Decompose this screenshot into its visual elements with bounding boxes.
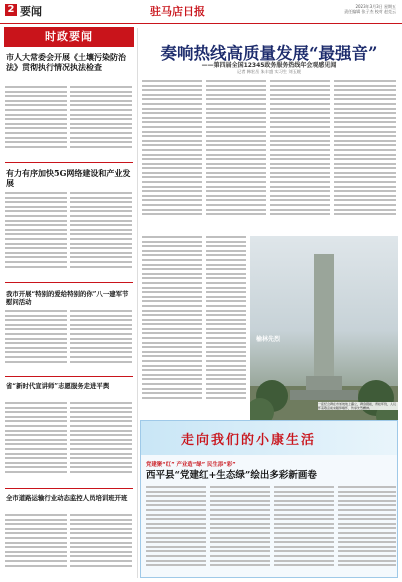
main-article-subtitle: ——第四届全国12345政务服务热线年会观感见闻 [201,62,337,69]
article-body-1b [70,86,132,158]
main-body-col2a [206,80,266,230]
feature-title: 西平县“党建红+生态绿”绘出多彩新画卷 [146,470,317,481]
article-body-3b [70,310,132,372]
column-divider [137,28,138,578]
feature-body-col4 [338,486,396,574]
article-body-3a [5,310,67,372]
header-editors: 责任编辑 张子杰 校对 赵克云 [344,9,396,14]
article-body-1a [5,86,67,158]
photo-caption-title: 榆林先烈 [256,336,281,343]
main-body-col4a [334,80,396,230]
page-name: 要闻 [20,5,42,18]
main-article-reporters: 记者 韩宏岳 朱丰盛 实习生 刘玉媛 [237,69,301,74]
section-banner: 时政要闻 [4,27,134,47]
divider [5,162,133,163]
divider [5,488,133,489]
article-body-2a [5,192,67,278]
article-body-2b [70,192,132,278]
article-title-3: 我市开展“特别的爱给特别的你”八一建军节慰问活动 [6,290,129,307]
feature-kicker: 党建聚“红” 产业造“绿” 民生添“彩” [146,462,236,468]
article-title-5: 全市道路运输行业动态监控人员培训班开班 [6,494,128,502]
main-body-col1a [142,80,202,230]
header-meta [306,4,396,14]
header-date: 2023年3月3日 星期五 [355,4,396,9]
article-body-5a [5,514,67,578]
feature-body-col2 [210,486,270,574]
article-body-5b [70,514,132,578]
article-body-4b [70,402,132,484]
article-title-2: 有力有序加快5G网络建设和产业发展 [6,168,131,188]
feature-body-col1 [146,486,206,574]
divider [5,376,133,377]
divider [5,282,133,283]
feature-banner-text: 走向我们的小康生活 [181,433,317,448]
main-article-title: 奏响热线高质量发展“最强音” [160,44,378,63]
main-body-col2b [206,236,246,416]
main-body-col3a [270,80,330,230]
page-number: 2 [5,4,17,16]
feature-banner [141,421,397,455]
article-title-1: 市人大常委会开展《土壤污染防治法》贯彻执行情况执法检查 [6,52,126,72]
photo-caption: 一座纪念碑在市郊坡地上矗立，碑身挺拔，青松环绕，人们怀着敬意前来瞻仰缅怀，传承先烈精神。 [318,402,397,410]
article-title-4: 省“新时代宣讲师”志愿服务走进平舆 [6,382,110,390]
page-header [0,0,402,24]
article-body-4a [5,402,67,484]
masthead: 驻马店日报 [150,5,205,18]
feature-body-col3 [274,486,334,574]
main-body-col1b [142,236,202,416]
